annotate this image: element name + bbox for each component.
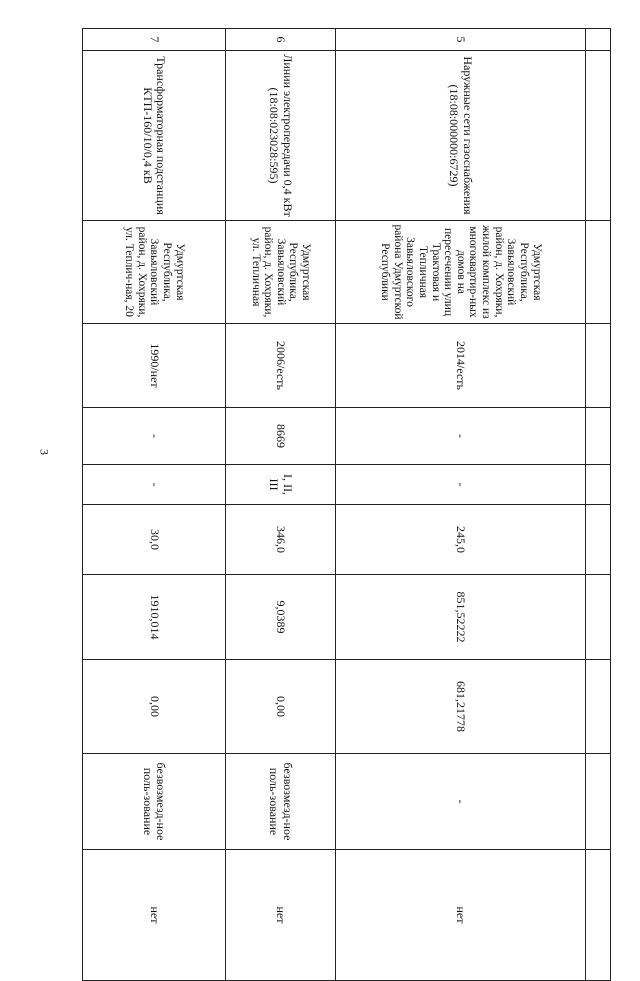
year-cell: 2006/есть	[226, 324, 336, 408]
object-address: Удмуртская Республика, Завьяловский район, д. Хохряки, жилой комплекс из многоквартир-ных домов на пересечении улиц Трактовая и Тепличная Завьяловского района Удмуртской Республики	[336, 221, 586, 324]
value-cell: 0,00	[83, 660, 226, 754]
object-address: Удмуртская Республика, Завьяловский район, д. Хохряки, ул. Тепличная	[226, 221, 336, 324]
table-row	[226, 29, 336, 981]
table-row	[83, 29, 226, 981]
table-cell	[586, 51, 611, 221]
length-cell: -	[336, 408, 586, 465]
value-cell: 245,0	[336, 505, 586, 575]
object-name: Трансформаторная подстанция КТП-160/10/0,4 кВ	[83, 51, 226, 221]
value-cell: 30,0	[83, 505, 226, 575]
length-cell: -	[83, 408, 226, 465]
table-cell	[586, 505, 611, 575]
year-cell: 1990/нет	[83, 324, 226, 408]
category-cell: I, II, III	[226, 465, 336, 505]
table-row	[336, 29, 586, 981]
value-cell: 1910,014	[83, 575, 226, 660]
usage-cell: -	[336, 754, 586, 850]
row-number: 6	[226, 29, 336, 51]
table-cell	[586, 221, 611, 324]
encumbrance-cell: нет	[226, 850, 336, 981]
table-cell	[586, 754, 611, 850]
category-cell: -	[336, 465, 586, 505]
value-cell: 681,21778	[336, 660, 586, 754]
page-number: 3	[37, 449, 52, 455]
rotated-table	[83, 28, 611, 924]
table-container	[83, 28, 611, 924]
length-cell: 8669	[226, 408, 336, 465]
table-cell	[586, 660, 611, 754]
table-cell	[586, 575, 611, 660]
value-cell: 851,52222	[336, 575, 586, 660]
object-name: Линии электропередачи 0,4 кВт (18:08:023028:595)	[226, 51, 336, 221]
row-number: 7	[83, 29, 226, 51]
table-cell	[586, 408, 611, 465]
object-name: Наружные сети газоснабжения (18:08:000000:6729)	[336, 51, 586, 221]
table-row-blank	[586, 29, 611, 981]
encumbrance-cell: нет	[83, 850, 226, 981]
table-cell	[586, 850, 611, 981]
data-table	[82, 28, 611, 981]
row-number: 5	[336, 29, 586, 51]
encumbrance-cell: нет	[336, 850, 586, 981]
table-cell	[586, 324, 611, 408]
value-cell: 346,0	[226, 505, 336, 575]
usage-cell: безвозмезд-ное поль-зование	[83, 754, 226, 850]
category-cell: -	[83, 465, 226, 505]
year-cell: 2014/есть	[336, 324, 586, 408]
usage-cell: безвозмезд-ное поль-зование	[226, 754, 336, 850]
table-cell	[586, 465, 611, 505]
value-cell: 0,00	[226, 660, 336, 754]
table-cell	[586, 29, 611, 51]
value-cell: 9,0389	[226, 575, 336, 660]
object-address: Удмуртская Республика, Завьяловский район, д. Хохряки, ул. Теплич-ная, 20	[83, 221, 226, 324]
